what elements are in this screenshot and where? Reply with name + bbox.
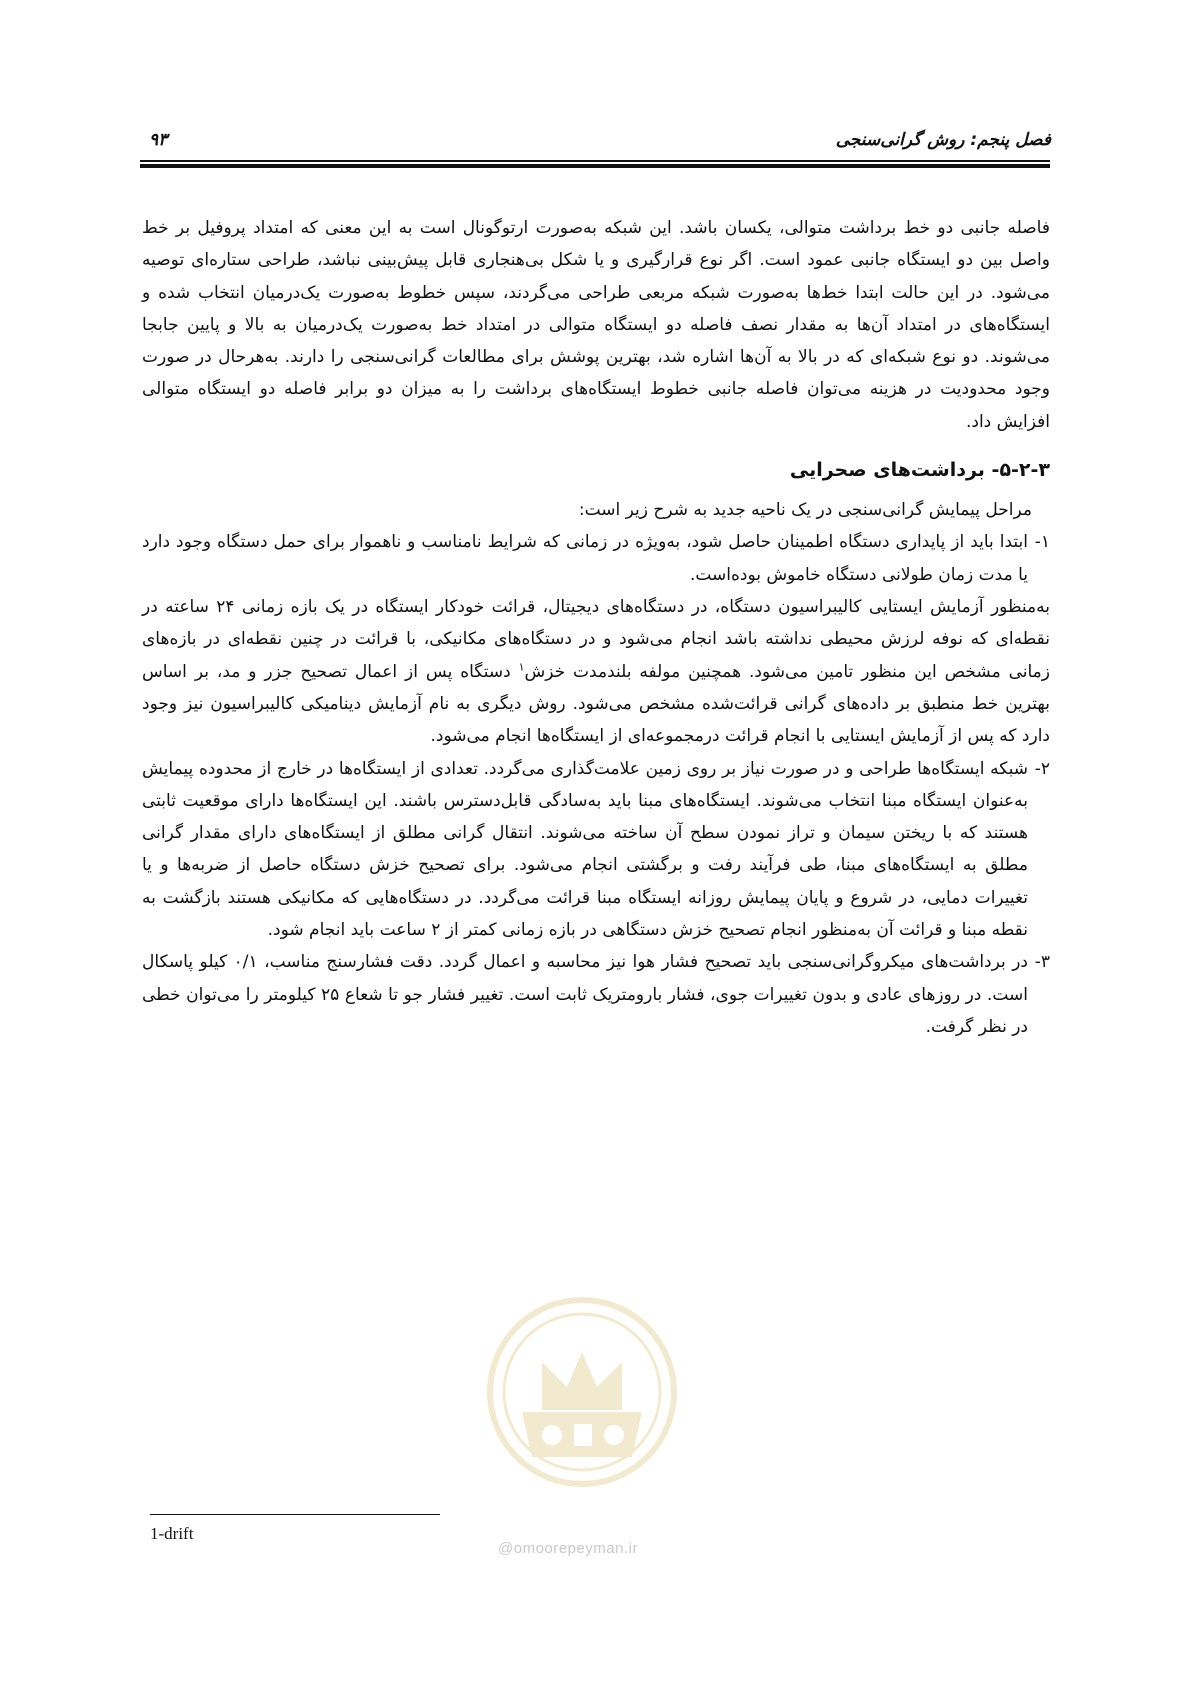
list-item-number: ۳- <box>1034 952 1050 973</box>
list-item-number: ۲- <box>1034 758 1050 779</box>
watermark-seal-icon <box>482 1292 682 1492</box>
running-title: فصل پنجم: روش گرانی‌سنجی <box>835 130 1051 150</box>
section-heading: ۵-۲-۳- برداشت‌های صحرایی <box>789 459 1050 482</box>
continuation-text: به‌منظور آزمایش ایستایی کالیبراسیون دستگاه، در دستگاه‌های دیجیتال، قرائت خودکار ایستگاه در یک بازه زمانی ۲۴ ساعته در نقطه‌ای که نوفه لرزش محیطی نداشته باشد انجام می‌شود و در دستگاه‌های مکانیکی، با قرائت در چنین نقطه‌ای در بازه‌های زمانی مشخص این منظور تامین می‌شود. همچنین مولفه بلندمدت خزش <box>142 597 1050 682</box>
page-number: ۹۳ <box>149 130 168 150</box>
list-item-number: ۱- <box>1034 532 1050 553</box>
list-item <box>142 946 1050 1043</box>
list-item-text: در برداشت‌های میکروگرانی‌سنجی باید تصحیح فشار هوا نیز محاسبه و اعمال گردد. دقت فشارسنج مناسب، ۰/۱ کیلو پاسکال است. در روزهای عادی و بدون تغییرات جوی، فشار بارومتریک ثابت است. تغییر فشار جو تا شعاع ۲۵ کیلومتر را می‌توان خطی در نظر گرفت. <box>142 952 1028 1037</box>
body-text <box>142 212 1050 1043</box>
list-item-text: شبکه ایستگاه‌ها طراحی و در صورت نیاز بر روی زمین علامت‌گذاری می‌گردد. تعدادی از ایستگاه‌ها در خارج از محدوده پیمایش به‌عنوان ایستگاه مبنا انتخاب می‌شوند. ایستگاه‌های مبنا باید به‌سادگی قابل‌دسترس باشند. این ایستگاه‌ها دارای موقعیت ثابتی هستند که با ریختن سیمان و تراز نمودن سطح آن ساخته می‌شوند. انتقال گرانی مطلق از ایستگاه‌های دارای مقدار گرانی مطلق به ایستگاه‌های مبنا، طی فرآیند رفت و برگشتی انجام می‌شود. برای تصحیح خزش دستگاه حاصل از ضربه‌ها و یا تغییرات دمایی، در شروع و پایان پیمایش روزانه ایستگاه مبنا قرائت می‌گردد. در دستگاه‌هایی که مکانیکی هستند بازگشت به نقطه مبنا و قرائت آن به‌منظور انجام تصحیح خزش دستگاهی در بازه زمانی کمتر از ۲ ساعت باید انجام شود. <box>142 758 1028 941</box>
footnote-rule <box>150 1514 440 1515</box>
list-item <box>142 753 1050 947</box>
header-rule-thin <box>140 160 1050 162</box>
continuation-text: دستگاه پس از اعمال تصحیح جزر و مد، بر اساس بهترین خط منطبق بر داده‌های گرانی قرائت‌شده مشخص می‌شود. روش دیگری به نام آزمایش دینامیکی کالیبراسیون نیز وجود دارد که پس از آزمایش ایستایی با انجام قرائت درمجموعه‌ای از ایستگاه‌ها انجام می‌شود. <box>142 661 1050 747</box>
list-item-text: ابتدا باید از پایداری دستگاه اطمینان حاصل شود، به‌ویژه در زمانی که شرایط نامناسب و ناهموار برای حمل دستگاه وجود دارد یا مدت زمان طولانی دستگاه خاموش بوده‌است. <box>142 532 1028 585</box>
list-item-continuation <box>142 591 1050 752</box>
header-rule-thick <box>140 164 1050 168</box>
watermark-url: @omoorepeyman.ir <box>498 1540 638 1557</box>
list-item <box>142 526 1050 591</box>
section-intro: مراحل پیمایش گرانی‌سنجی در یک ناحیه جدید به شرح زیر است: <box>578 500 1032 521</box>
paragraph: فاصله جانبی دو خط برداشت متوالی، یکسان باشد. این شبکه به‌صورت ارتوگونال است به این معنی که امتداد پروفیل بر خط واصل بین دو ایستگاه جانبی عمود است. اگر نوع قرارگیری و یا شکل بی‌هنجاری قابل پیش‌بینی نباشد، طراحی ستاره‌ای توصیه می‌شود. در این حالت ابتدا خط‌ها به‌صورت شبکه مربعی طراحی می‌گردند، سپس خطوط به‌صورت یک‌درمیان انتخاب شده و ایستگاه‌های در امتداد آن‌ها به مقدار نصف فاصله دو ایستگاه متوالی در امتداد خط به‌صورت یک‌درمیان به بالا و پایین جابجا می‌شوند. دو نوع شبکه‌ای که در بالا به آن‌ها اشاره شد، بهترین پوشش برای مطالعات گرانی‌سنجی را دارند. به‌هرحال در صورت وجود محدودیت در هزینه می‌توان فاصله جانبی خطوط ایستگاه‌های برداشت را به میزان دو برابر فاصله دو ایستگاه متوالی افزایش داد. <box>142 218 1050 432</box>
footnote-reference: ۱ <box>518 660 525 673</box>
footnote: 1-drift <box>150 1524 194 1543</box>
